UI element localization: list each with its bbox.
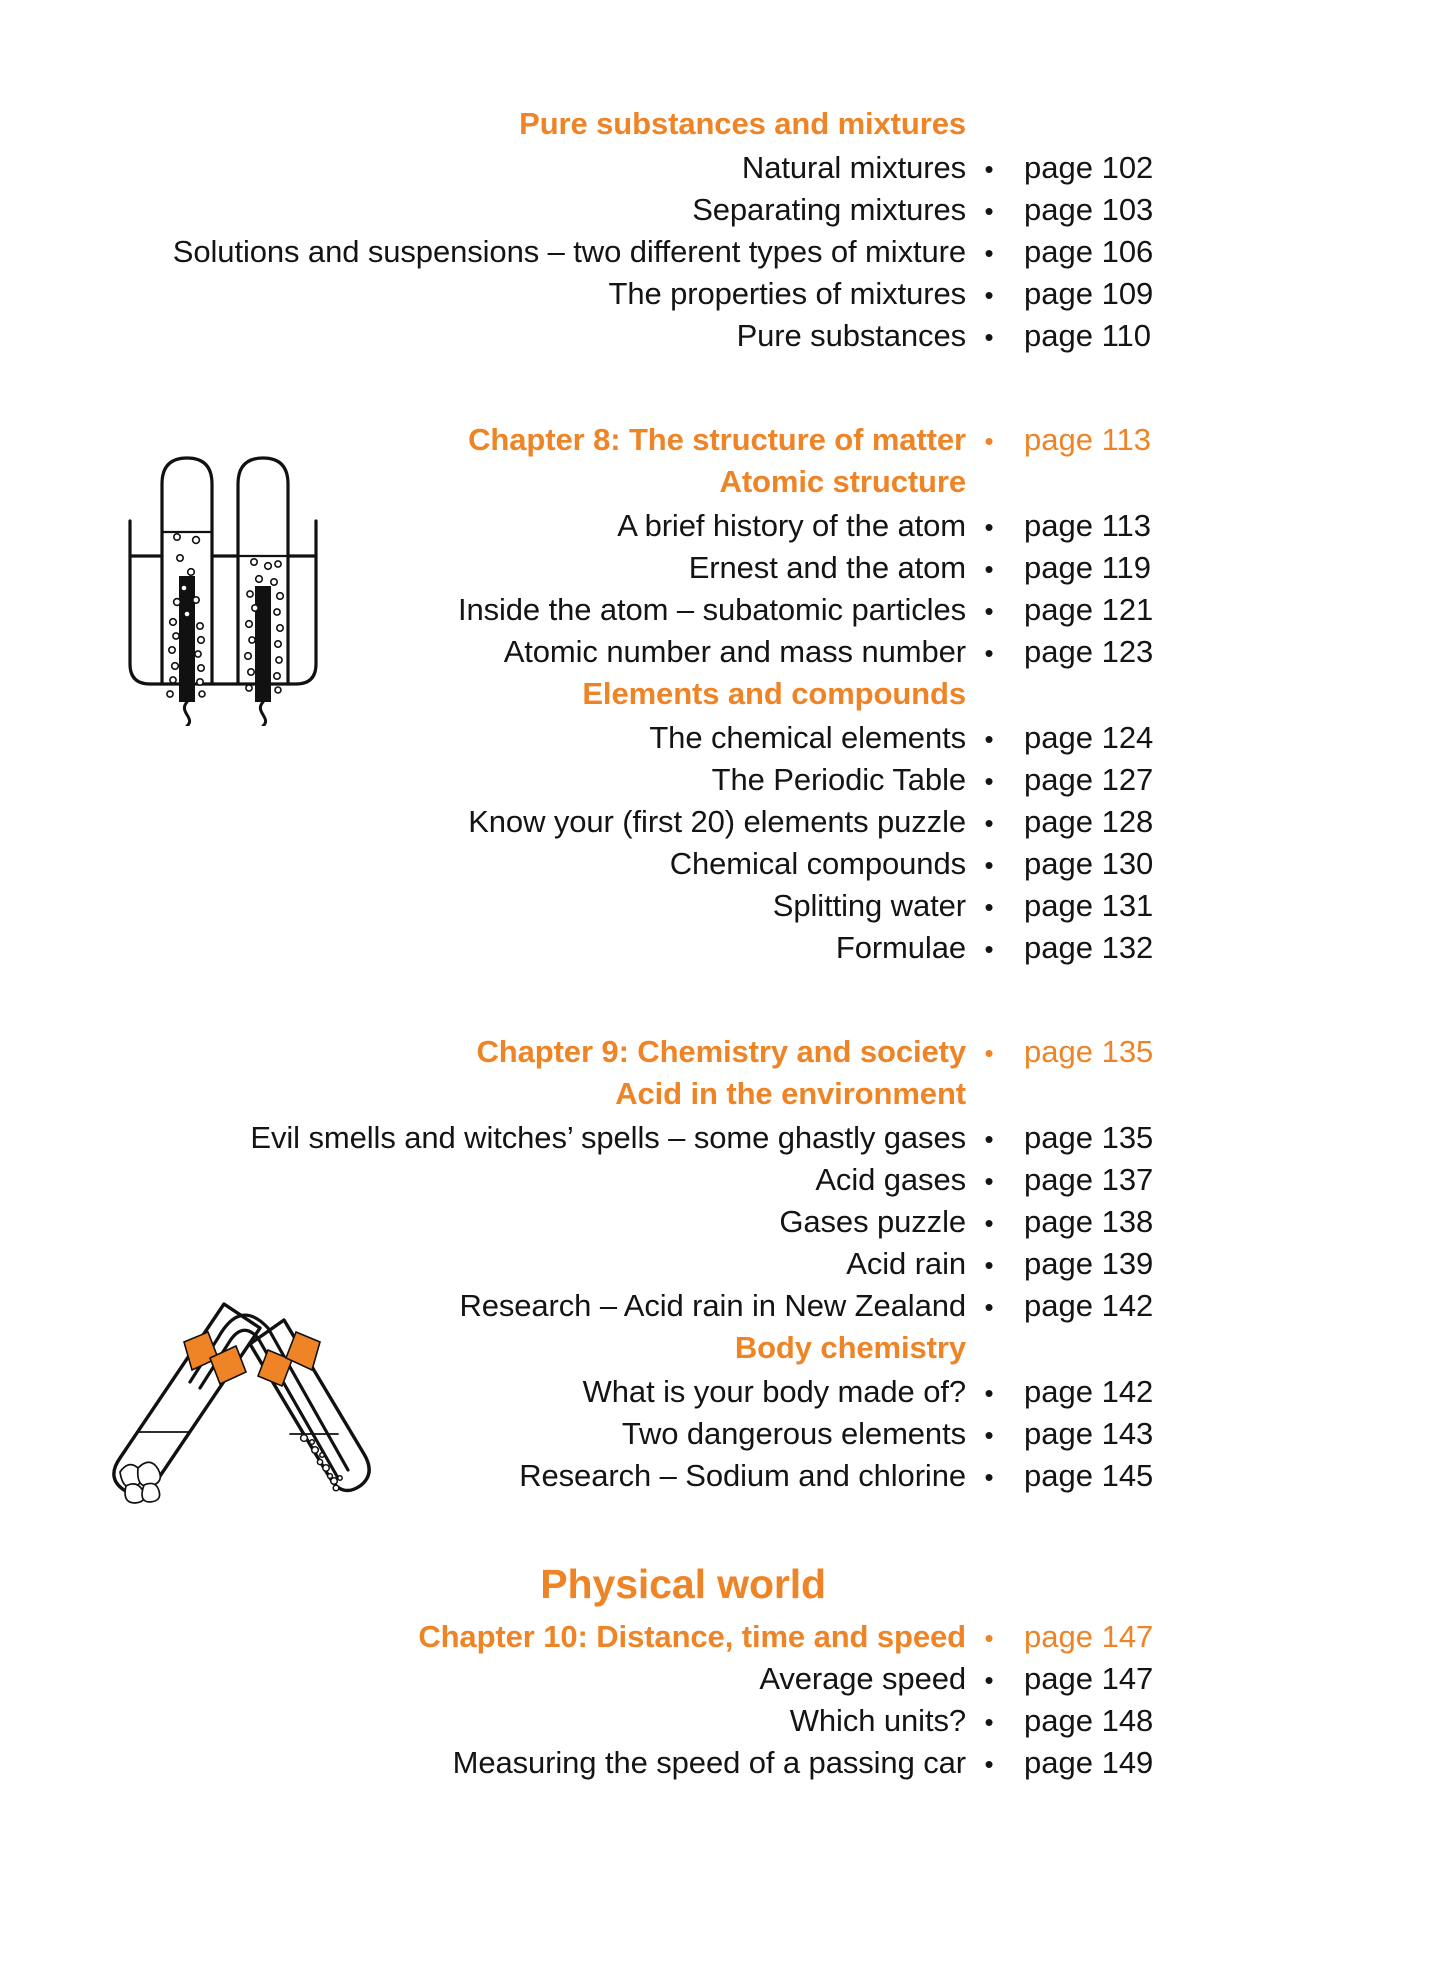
entry-title: Research – Sodium and chlorine: [519, 1458, 966, 1493]
entry-page: page 110: [1024, 318, 1151, 353]
bullet-icon: •: [984, 512, 994, 542]
entry-page: page 149: [1024, 1745, 1154, 1780]
spacer: [0, 974, 1180, 1036]
entry-page: page 131: [1024, 888, 1154, 923]
bullet-icon: •: [984, 1208, 994, 1238]
entry-page: page 121: [1024, 592, 1154, 627]
entry-page: page 139: [1024, 1246, 1154, 1281]
entry-title: Acid gases: [815, 1162, 966, 1197]
section-heading: [0, 1332, 1180, 1363]
toc-entry[interactable]: [0, 194, 1180, 225]
toc-entry[interactable]: [0, 152, 1180, 183]
toc-entry[interactable]: [0, 1747, 1180, 1778]
toc-entry[interactable]: [0, 236, 1180, 267]
entry-title: Solutions and suspensions – two different types of mixture: [172, 234, 966, 269]
entry-page: page 148: [1024, 1703, 1154, 1738]
entry-title: The Periodic Table: [711, 762, 966, 797]
bullet-icon: •: [984, 934, 994, 964]
toc-entry[interactable]: [0, 722, 1180, 753]
chapter-title: Chapter 9: Chemistry and society: [476, 1034, 966, 1069]
toc-entry[interactable]: [0, 1663, 1180, 1694]
entry-title: What is your body made of?: [582, 1374, 966, 1409]
entry-title: Chemical compounds: [669, 846, 966, 881]
bullet-icon: •: [984, 892, 994, 922]
toc-entry[interactable]: [0, 594, 1180, 625]
bullet-icon: •: [984, 638, 994, 668]
chapter-title: Chapter 8: The structure of matter: [468, 422, 966, 457]
toc-entry[interactable]: [0, 848, 1180, 879]
bullet-icon: •: [984, 154, 994, 184]
bullet-icon: •: [984, 1707, 994, 1737]
toc-entry[interactable]: [0, 1376, 1180, 1407]
section-title: Elements and compounds: [582, 676, 966, 711]
toc-entry[interactable]: [0, 806, 1180, 837]
bullet-icon: •: [984, 196, 994, 226]
entry-title: Atomic number and mass number: [503, 634, 966, 669]
bullet-icon: •: [984, 1665, 994, 1695]
toc-entry[interactable]: [0, 1248, 1180, 1279]
entry-title: Splitting water: [772, 888, 966, 923]
chapter-title: Chapter 10: Distance, time and speed: [418, 1619, 966, 1654]
bullet-icon: •: [984, 1420, 994, 1450]
bullet-icon: •: [984, 1166, 994, 1196]
entry-page: page 132: [1024, 930, 1154, 965]
toc-entry[interactable]: [0, 1206, 1180, 1237]
chapter-heading[interactable]: [0, 1621, 1180, 1652]
entry-title: Ernest and the atom: [688, 550, 966, 585]
entry-title: The chemical elements: [649, 720, 966, 755]
toc-entry[interactable]: [0, 1122, 1180, 1153]
entry-page: page 135: [1024, 1120, 1154, 1155]
chapter-page: page 135: [1024, 1034, 1154, 1069]
section-heading: [0, 678, 1180, 709]
section-heading: [0, 108, 1180, 139]
entry-page: page 142: [1024, 1288, 1154, 1323]
bullet-icon: •: [984, 1292, 994, 1322]
toc-entry[interactable]: [0, 1164, 1180, 1195]
entry-page: page 128: [1024, 804, 1154, 839]
entry-title: Evil smells and witches’ spells – some ghastly gases: [250, 1120, 966, 1155]
entry-title: Separating mixtures: [692, 192, 966, 227]
entry-page: page 127: [1024, 762, 1154, 797]
bullet-icon: •: [984, 1250, 994, 1280]
entry-page: page 147: [1024, 1661, 1154, 1696]
bullet-icon: •: [984, 1124, 994, 1154]
entry-page: page 137: [1024, 1162, 1154, 1197]
entry-page: page 106: [1024, 234, 1154, 269]
bullet-icon: •: [984, 554, 994, 584]
bullet-icon: •: [984, 724, 994, 754]
entry-title: Formulae: [835, 930, 966, 965]
toc-entry[interactable]: [0, 1418, 1180, 1449]
bullet-icon: •: [984, 766, 994, 796]
entry-title: Know your (first 20) elements puzzle: [468, 804, 966, 839]
entry-title: The properties of mixtures: [608, 276, 966, 311]
bullet-icon: •: [984, 1749, 994, 1779]
entry-title: Acid rain: [846, 1246, 966, 1281]
toc-entry[interactable]: [0, 278, 1180, 309]
spacer: [0, 1502, 1180, 1564]
bullet-icon: •: [984, 1038, 994, 1068]
bullet-icon: •: [984, 280, 994, 310]
entry-title: Pure substances: [736, 318, 966, 353]
entry-page: page 102: [1024, 150, 1154, 185]
section-heading: [0, 1078, 1180, 1109]
entry-page: page 138: [1024, 1204, 1154, 1239]
entry-page: page 145: [1024, 1458, 1154, 1493]
entry-page: page 142: [1024, 1374, 1154, 1409]
part-heading: [0, 1561, 1180, 1607]
entry-page: page 124: [1024, 720, 1154, 755]
entry-page: page 113: [1024, 508, 1151, 543]
entry-page: page 119: [1024, 550, 1151, 585]
bullet-icon: •: [984, 596, 994, 626]
chapter-heading[interactable]: [0, 424, 1180, 455]
toc-entry[interactable]: [0, 890, 1180, 921]
bullet-icon: •: [984, 1462, 994, 1492]
entry-title: Inside the atom – subatomic particles: [457, 592, 966, 627]
chapter-page: page 147: [1024, 1619, 1154, 1654]
toc-entry[interactable]: [0, 1705, 1180, 1736]
toc-entry[interactable]: [0, 636, 1180, 667]
part-title: Physical world: [540, 1561, 826, 1607]
entry-page: page 109: [1024, 276, 1154, 311]
entry-page: page 143: [1024, 1416, 1154, 1451]
section-heading: [0, 466, 1180, 497]
bullet-icon: •: [984, 238, 994, 268]
spacer: [0, 362, 1180, 424]
bullet-icon: •: [984, 322, 994, 352]
section-title: Atomic structure: [719, 464, 966, 499]
section-title: Pure substances and mixtures: [519, 106, 966, 141]
toc-entry[interactable]: [0, 320, 1180, 351]
toc-entry[interactable]: [0, 552, 1180, 583]
entry-title: Research – Acid rain in New Zealand: [459, 1288, 966, 1323]
entry-page: page 130: [1024, 846, 1154, 881]
entry-page: page 103: [1024, 192, 1154, 227]
toc-entry[interactable]: [0, 510, 1180, 541]
toc-entry[interactable]: [0, 764, 1180, 795]
entry-title: Two dangerous elements: [621, 1416, 966, 1451]
bullet-icon: •: [984, 850, 994, 880]
bullet-icon: •: [984, 426, 994, 456]
section-title: Acid in the environment: [615, 1076, 966, 1111]
entry-title: A brief history of the atom: [617, 508, 966, 543]
entry-title: Measuring the speed of a passing car: [452, 1745, 966, 1780]
toc-entry[interactable]: [0, 932, 1180, 963]
chapter-heading[interactable]: [0, 1036, 1180, 1067]
entry-title: Natural mixtures: [741, 150, 966, 185]
entry-title: Gases puzzle: [779, 1204, 966, 1239]
bullet-icon: •: [984, 1623, 994, 1653]
bullet-icon: •: [984, 1378, 994, 1408]
toc-entry[interactable]: [0, 1460, 1180, 1491]
entry-page: page 123: [1024, 634, 1154, 669]
toc-entry[interactable]: [0, 1290, 1180, 1321]
chapter-page: page 113: [1024, 422, 1151, 457]
entry-title: Which units?: [789, 1703, 966, 1738]
entry-title: Average speed: [759, 1661, 966, 1696]
section-title: Body chemistry: [734, 1330, 966, 1365]
bullet-icon: •: [984, 808, 994, 838]
